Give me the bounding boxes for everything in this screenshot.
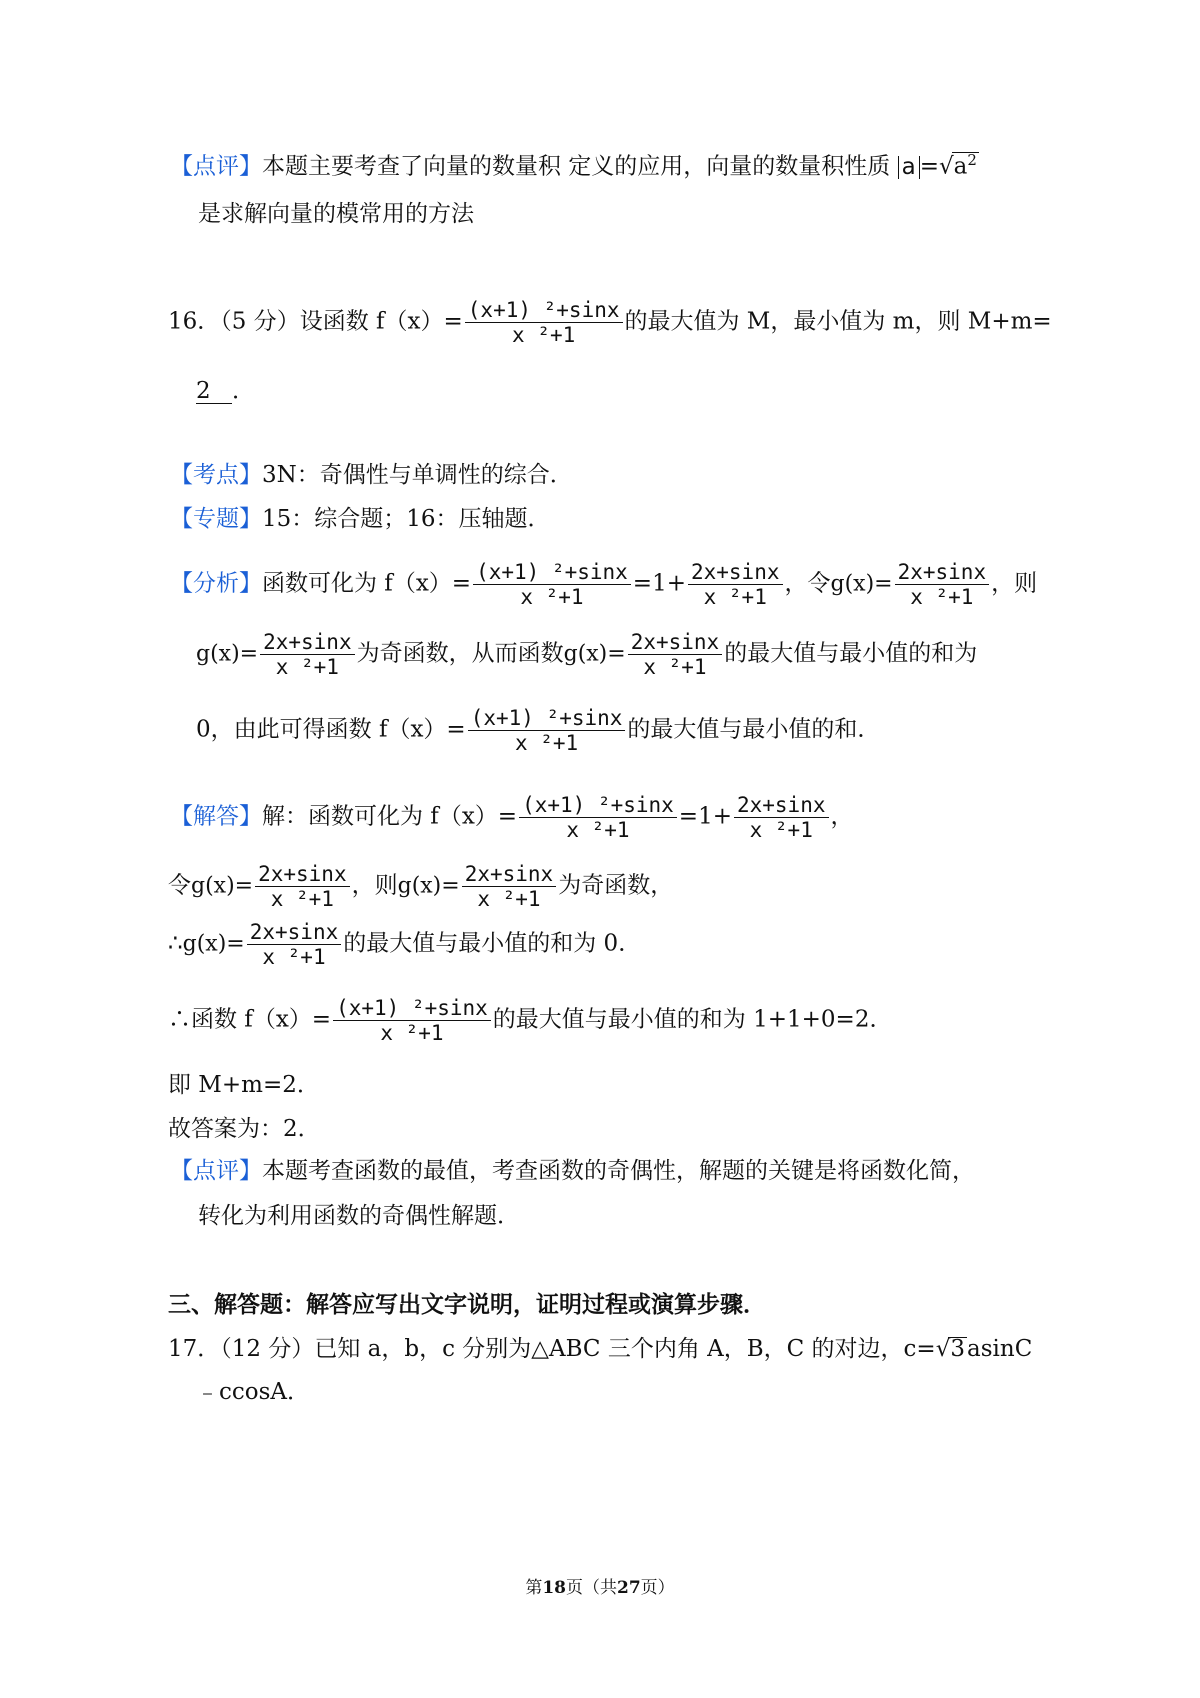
comment-tag: 【点评】 (170, 153, 262, 180)
comment-text: 本题主要考查了向量的数量积 定义的应用，向量的数量积性质 (262, 153, 891, 180)
jieda-line-1: 【解答】解：函数可化为 f（x）= $\frac{\text{(x+1) ²+sinx}}{\text{x ²+1}}$ =1+ $\frac{2x+\sin x}{\text{x ²+1}}$ ， (170, 793, 854, 843)
fenxi-line-3: 0，由此可得函数 f（x）= $\frac{\text{(x+1) ²+sinx}}{\text{x ²+1}}$ 的最大值与最小值的和． (196, 706, 881, 756)
question-17-line-2: ﹣ccosA． (196, 1379, 311, 1405)
jieda-line-3: ∴g(x)= $\frac{2x+\sin x}{\text{x ²+1}}$ 的最大值与最小值的和为 0． (168, 920, 642, 970)
comment-line-2: 是求解向量的模常用的方法 (198, 201, 474, 227)
dianping-line-1: 【点评】本题考查函数的最值，考查函数的奇偶性，解题的关键是将函数化简， (170, 1158, 975, 1184)
question-16-answer: 2 ． (196, 378, 255, 404)
jieda-line-5: 即 M+m=2． (168, 1072, 320, 1098)
zhuanti: 【专题】15：综合题；16：压轴题． (170, 506, 551, 532)
page-footer: 第18页（共27页） (525, 1578, 675, 1598)
jieda-line-4: ∴函数 f（x）= $\frac{\text{(x+1) ²+sinx}}{\text{x ²+1}}$ 的最大值与最小值的和为 1+1+0=2． (168, 996, 893, 1046)
vector-norm: a (898, 156, 920, 179)
kaodian: 【考点】3N：奇偶性与单调性的综合． (170, 462, 573, 488)
question-16: 16．（5 分）设函数 f（x）= $\frac{\text{(x+1) ²+sinx}}{\text{x ²+1}}$ 的最大值为 M，最小值为 m，则 M+m= (168, 298, 1052, 348)
fenxi-line-1: 【分析】函数可化为 f（x）= $\frac{\text{(x+1) ²+sinx}}{\text{x ²+1}}$ =1+ $\frac{2x+\sin x}{\text{x ²+1}}$ ，令g(x)= $\frac{2x+\sin x}{\text{x ²+1}}$ ，则 (170, 560, 1038, 610)
jieda-line-2: 令g(x)= $\frac{2x+\sin x}{\text{x ²+1}}$ ，则g(x)= $\frac{2x+\sin x}{\text{x ²+1}}$ 为奇函数， (168, 862, 674, 912)
dianping-line-2: 转化为利用函数的奇偶性解题． (198, 1203, 520, 1229)
comment-line-1: 【点评】本题主要考查了向量的数量积 定义的应用，向量的数量积性质 $a =√a^2$ (170, 151, 977, 180)
jieda-line-6: 故答案为：2． (168, 1116, 321, 1142)
fenxi-line-2: g(x)= $\frac{2x+\sin x}{\text{x ²+1}}$ 为奇函数，从而函数g(x)= $\frac{2x+\sin x}{\text{x ²+1}}$ 的最大值与最小值的和为 (196, 630, 978, 680)
answer-blank: 2 (196, 380, 232, 404)
section-heading: 三、解答题：解答应写出文字说明，证明过程或演算步骤． (168, 1291, 766, 1318)
function-fraction: $\frac{\text{(x+1) ²+sinx}}{\text{x ²+1}}$ (465, 298, 623, 347)
question-17-line-1: 17．（12 分）已知 a，b，c 分别为△ABC 三个内角 A，B，C 的对边，c=√3asinC (168, 1336, 1033, 1362)
sqrt-expression: $a^2$ (953, 151, 977, 180)
